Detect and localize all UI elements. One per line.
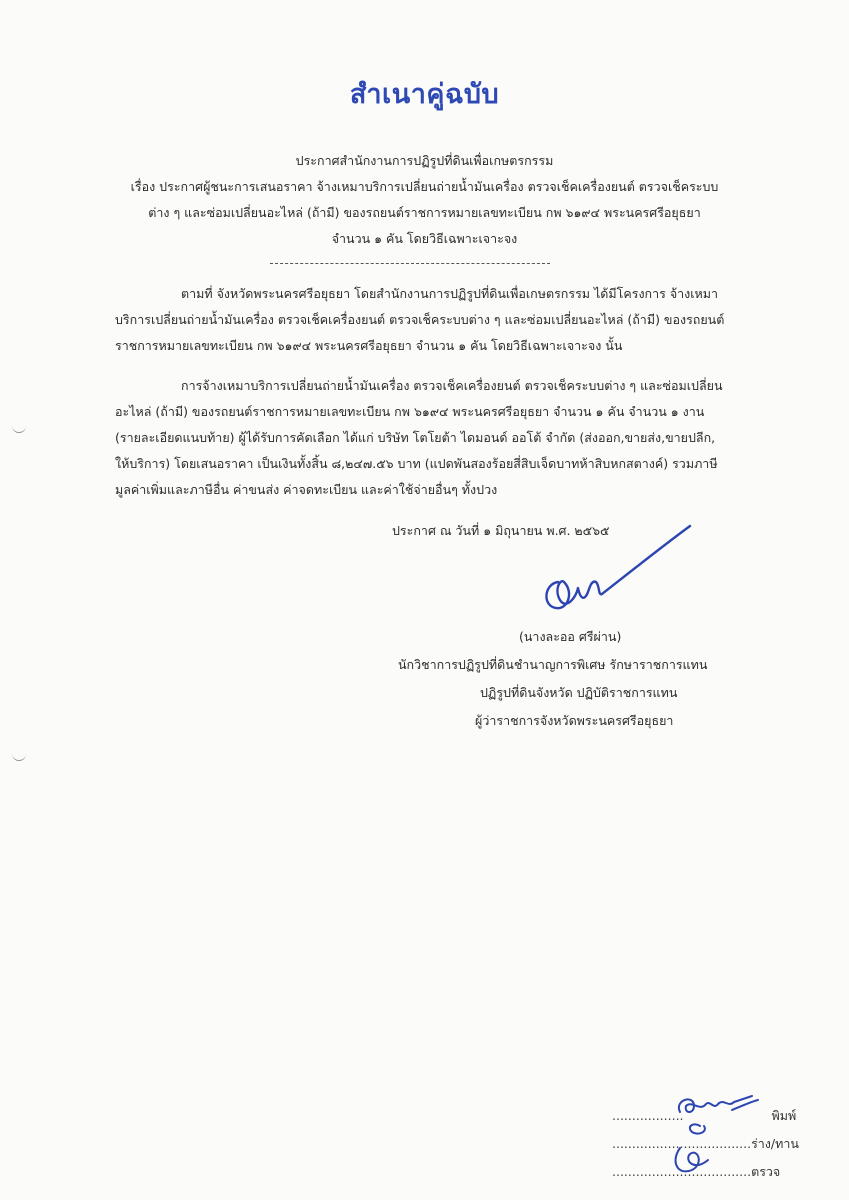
initials-typed-label: พิมพ์ [771, 1108, 797, 1123]
dotted-leader: .................. [612, 1108, 684, 1123]
signatory-position-3: ผู้ว่าราชการจังหวัดพระนครศรีอยุธยา [475, 713, 674, 728]
announcement-date: ประกาศ ณ วันที่ ๑ มิถุนายน พ.ศ. ๒๕๖๕ [392, 523, 610, 538]
heading-line-4: จำนวน ๑ คัน โดยวิธีเฉพาะเจาะจง [331, 231, 518, 246]
punch-hole-mark [12, 752, 26, 761]
paragraph-1-line-1: ตามที่ จังหวัดพระนครศรีอยุธยา โดยสำนักงานการปฏิรูปที่ดินเพื่อเกษตรกรรม ได้มีโครงการ จ้างเหมา [181, 286, 719, 301]
paragraph-2-line-5: มูลค่าเพิ่มและภาษีอื่น ค่าขนส่ง ค่าจดทะเบียน และค่าใช้จ่ายอื่นๆ ทั้งปวง [115, 482, 498, 497]
signature-icon [530, 520, 700, 620]
initials-draft-label: ร่าง/ทาน [751, 1136, 799, 1151]
heading-line-1: ประกาศสำนักงานการปฏิรูปที่ดินเพื่อเกษตรกรรม [295, 153, 554, 168]
paragraph-2-line-2: อะไหล่ (ถ้ามี) ของรถยนต์ราชการหมายเลขทะเบียน กพ ๖๑๙๔ พระนครศรีอยุธยา จำนวน ๑ คัน จำนวน ๑ งาน [115, 404, 705, 419]
paragraph-2-line-4: ให้บริการ) โดยเสนอราคา เป็นเงินทั้งสิ้น ๘,๒๔๗.๕๖ บาท (แปดพันสองร้อยสี่สิบเจ็ดบาทห้าสิบหกสตางค์) รวมภาษี [115, 456, 718, 471]
signatory-position-2: ปฏิรูปที่ดินจังหวัด ปฏิบัติราชการแทน [480, 685, 678, 700]
initials-check-row [612, 1162, 780, 1182]
punch-hole-mark [12, 424, 26, 433]
signatory-position-1: นักวิชาการปฏิรูปที่ดินชำนาญการพิเศษ รักษาราชการแทน [398, 657, 708, 672]
initials-check-label: ตรวจ [751, 1164, 781, 1179]
initials-typed-row [612, 1106, 796, 1126]
heading-line-3: ต่าง ๆ และซ่อมเปลี่ยนอะไหล่ (ถ้ามี) ของรถยนต์ราชการหมายเลขทะเบียน กพ ๖๑๙๔ พระนครศรีอยุธยา [148, 205, 701, 220]
dotted-leader: ................................... [612, 1136, 752, 1151]
dotted-leader: ................................... [612, 1164, 752, 1179]
initials-draft-row [612, 1134, 799, 1154]
paragraph-2-line-1: การจ้างเหมาบริการเปลี่ยนถ่ายน้ำมันเครื่อง ตรวจเช็คเครื่องยนต์ ตรวจเช็คระบบต่าง ๆ และซ่อมเปลี่ยน [181, 378, 723, 393]
paragraph-2-line-3: (รายละเอียดแนบท้าย) ผู้ได้รับการคัดเลือก ได้แก่ บริษัท โตโยต้า ไดมอนด์ ออโต้ จำกัด (ส่งออก,ขายส่ง,ขายปลีก, [115, 430, 716, 445]
paragraph-1-line-2: บริการเปลี่ยนถ่ายน้ำมันเครื่อง ตรวจเช็คเครื่องยนต์ ตรวจเช็คระบบต่าง ๆ และซ่อมเปลี่ยนอะไหล่ (ถ้ามี) ของรถยนต์ [115, 312, 725, 327]
paragraph-1-line-3: ราชการหมายเลขทะเบียน กพ ๖๑๙๔ พระนครศรีอยุธยา จำนวน ๑ คัน โดยวิธีเฉพาะเจาะจง นั้น [115, 338, 623, 353]
copy-stamp: สำเนาคู่ฉบับ [349, 79, 500, 110]
heading-divider [270, 263, 550, 264]
heading-line-2: เรื่อง ประกาศผู้ชนะการเสนอราคา จ้างเหมาบริการเปลี่ยนถ่ายน้ำมันเครื่อง ตรวจเช็คเครื่องยนต์ ตรวจเช็คระบบ [130, 179, 719, 194]
signatory-name: (นางละออ ศรีผ่าน) [519, 629, 622, 644]
